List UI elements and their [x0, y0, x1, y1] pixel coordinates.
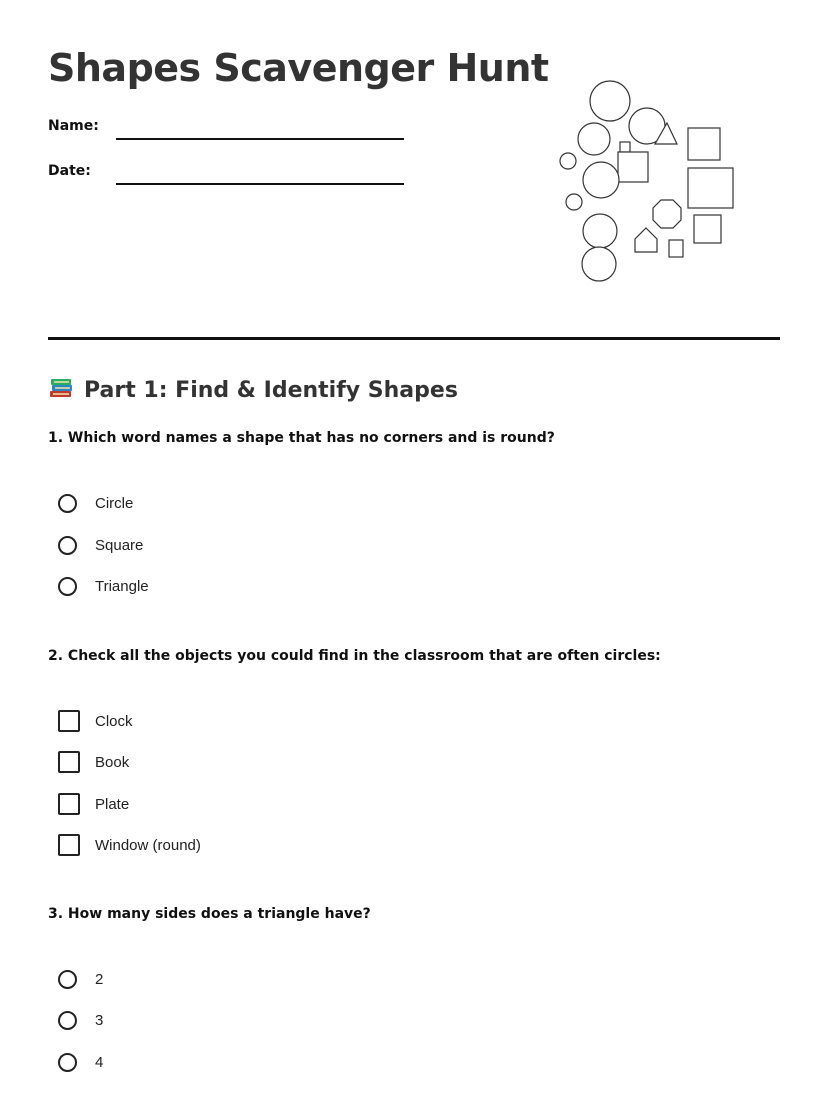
checkbox[interactable] — [58, 710, 80, 732]
option-label: 2 — [95, 970, 104, 988]
date-label: Date: — [48, 163, 91, 179]
option-2[interactable] — [58, 967, 104, 991]
square-shape — [688, 168, 733, 208]
option-label: Circle — [95, 494, 134, 512]
checkbox[interactable] — [58, 793, 80, 815]
option-label: Clock — [95, 712, 133, 730]
octagon-shape — [653, 200, 681, 228]
option-label: Plate — [95, 795, 130, 813]
option-4[interactable] — [58, 1050, 104, 1074]
square-shape — [618, 152, 648, 182]
page-title: Shapes Scavenger Hunt — [48, 46, 549, 90]
option-label: Triangle — [95, 577, 149, 595]
pentagon-shape — [635, 228, 657, 252]
circle-shape — [590, 81, 630, 121]
section-heading-text: Part 1: Find & Identify Shapes — [84, 377, 458, 403]
books-icon — [48, 375, 74, 405]
option-label: 4 — [95, 1053, 104, 1071]
option-triangle[interactable] — [58, 574, 149, 598]
option-label: Window (round) — [95, 836, 201, 854]
option-plate[interactable] — [58, 792, 130, 816]
square-shape — [694, 215, 721, 243]
option-circle[interactable] — [58, 491, 134, 515]
section-divider — [48, 337, 780, 340]
radio-button[interactable] — [58, 536, 77, 555]
date-field[interactable] — [116, 183, 404, 185]
square-shape — [688, 128, 720, 160]
shapes-illustration — [555, 78, 740, 286]
radio-button[interactable] — [58, 1053, 77, 1072]
circle-shape — [566, 194, 582, 210]
radio-button[interactable] — [58, 970, 77, 989]
checkbox[interactable] — [58, 834, 80, 856]
circle-shape — [583, 214, 617, 248]
option-label: Square — [95, 536, 144, 554]
option-label: 3 — [95, 1011, 104, 1029]
question-3: 3. How many sides does a triangle have? — [48, 906, 371, 922]
option-window-round[interactable] — [58, 833, 201, 857]
option-square[interactable] — [58, 533, 144, 557]
checkbox[interactable] — [58, 751, 80, 773]
question-2: 2. Check all the objects you could find in the classroom that are often circles: — [48, 648, 661, 664]
name-label: Name: — [48, 118, 99, 134]
question-1: 1. Which word names a shape that has no corners and is round? — [48, 430, 555, 446]
name-field[interactable] — [116, 138, 404, 140]
circle-shape — [578, 123, 610, 155]
radio-button[interactable] — [58, 1011, 77, 1030]
section-heading — [48, 375, 458, 405]
option-clock[interactable] — [58, 709, 133, 733]
option-label: Book — [95, 753, 130, 771]
circle-shape — [582, 247, 616, 281]
circle-shape — [583, 162, 619, 198]
option-book[interactable] — [58, 750, 130, 774]
circle-shape — [560, 153, 576, 169]
square-shape — [669, 240, 683, 257]
square-shape — [620, 142, 630, 152]
radio-button[interactable] — [58, 494, 77, 513]
radio-button[interactable] — [58, 577, 77, 596]
option-3[interactable] — [58, 1008, 104, 1032]
